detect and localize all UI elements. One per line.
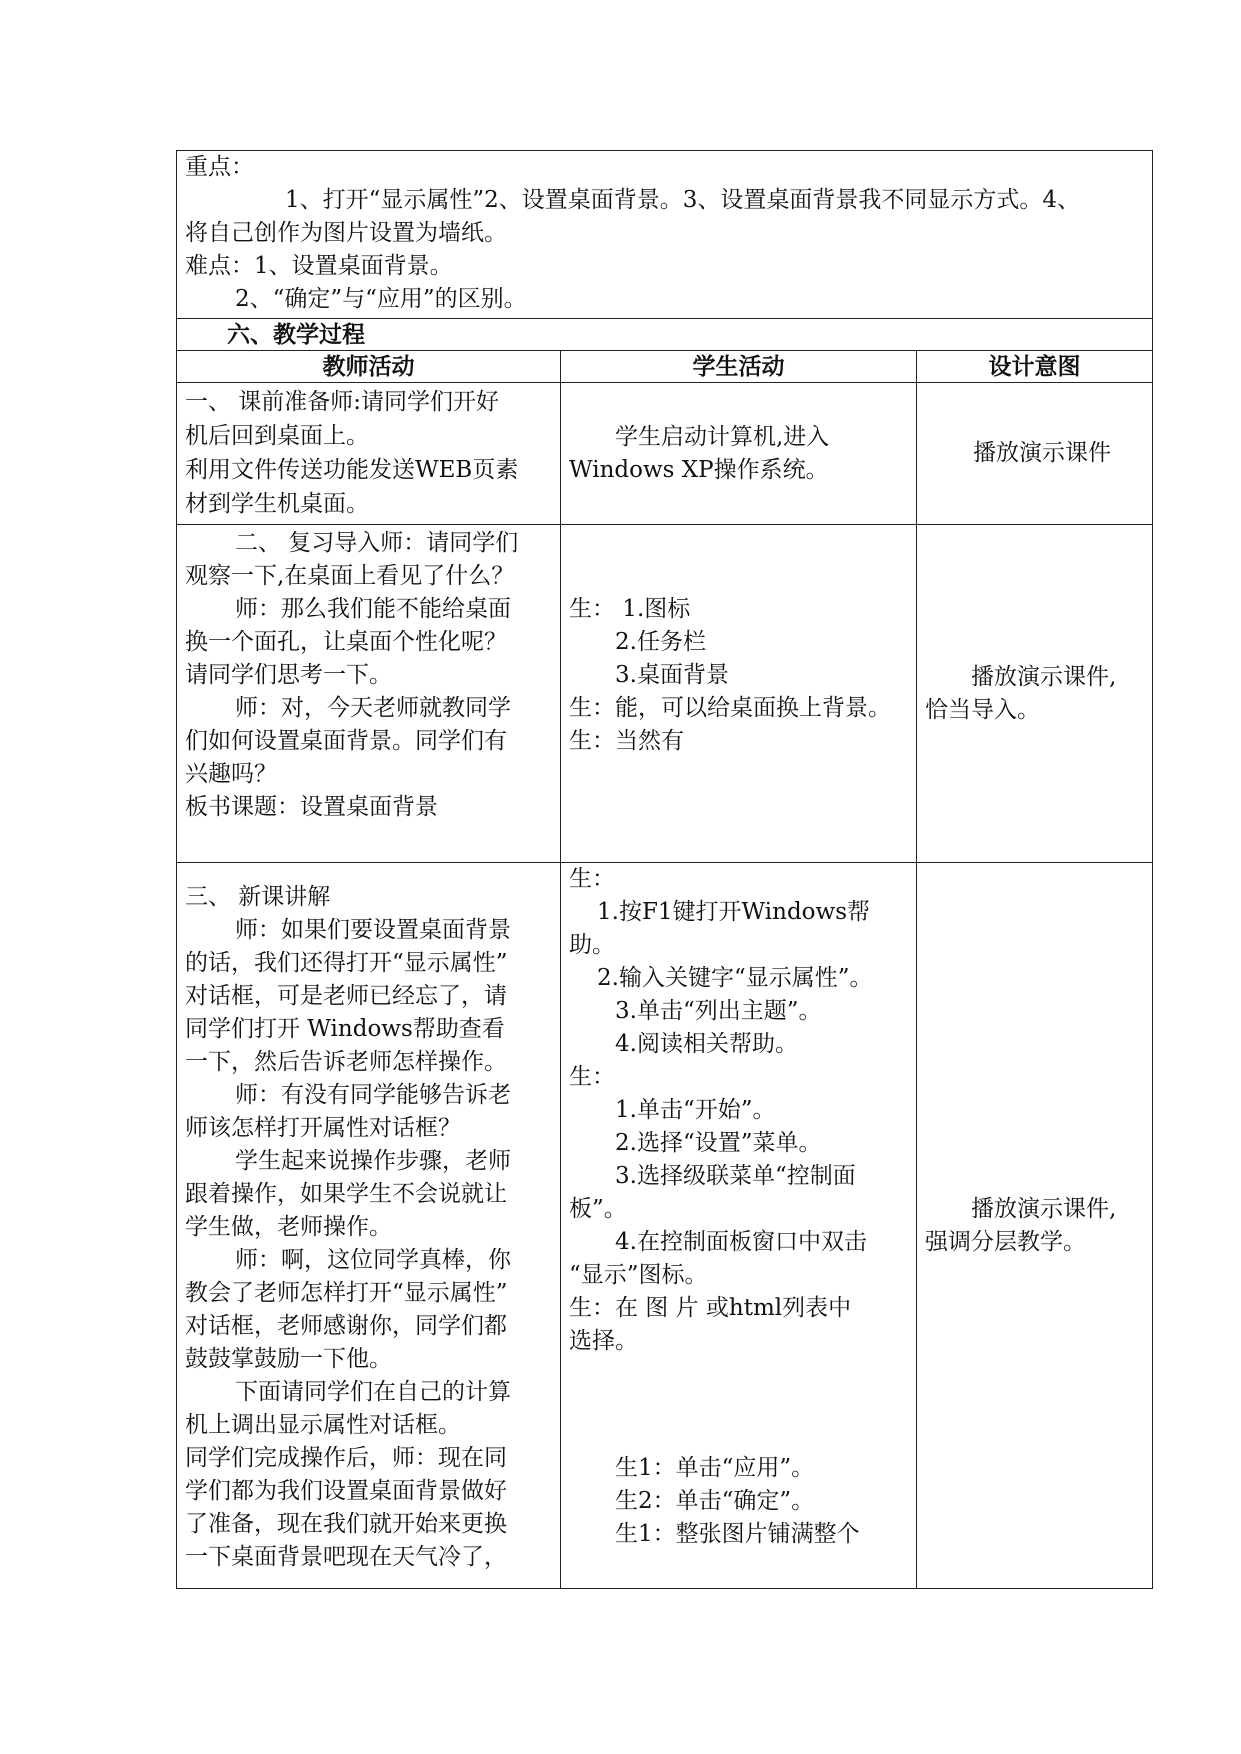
teacher-line: 师：如果们要设置桌面背景 bbox=[235, 917, 511, 943]
teacher-line: 学生起来说操作步骤，老师 bbox=[235, 1148, 511, 1174]
key-points-heading: 重点： bbox=[185, 154, 254, 180]
teacher-line: 机后回到桌面上。 bbox=[185, 423, 369, 449]
key-points-line2: 将自己创作为图片设置为墙纸。 bbox=[185, 220, 507, 246]
student-line: 生1：整张图片铺满整个 bbox=[615, 1521, 860, 1547]
teacher-line: 师：那么我们能不能给桌面 bbox=[235, 596, 511, 622]
teacher-line: 一、 课前准备师:请同学们开好 bbox=[185, 389, 500, 415]
col-teacher-header: 教师活动 bbox=[177, 351, 561, 383]
student-line: 3.单击“列出主题”。 bbox=[615, 998, 822, 1024]
teacher-line: 对话框，可是老师已经忘了，请 bbox=[185, 983, 507, 1009]
teacher-line: 师该怎样打开属性对话框？ bbox=[185, 1115, 461, 1141]
teacher-line: 观察一下,在桌面上看见了什么？ bbox=[185, 563, 515, 589]
teacher-line: 材到学生机桌面。 bbox=[185, 491, 369, 517]
student-line: 2.选择“设置”菜单。 bbox=[615, 1130, 822, 1156]
intent-cell bbox=[917, 525, 1153, 863]
teacher-line: 二、 复习导入师：请同学们 bbox=[235, 530, 519, 556]
difficulty-line2: 2、“确定”与“应用”的区别。 bbox=[235, 286, 527, 312]
teacher-line: 下面请同学们在自己的计算 bbox=[235, 1379, 511, 1405]
student-line: 生：当然有 bbox=[569, 728, 684, 754]
lesson-table bbox=[176, 150, 1153, 1589]
teacher-line: 一下，然后告诉老师怎样操作。 bbox=[185, 1049, 507, 1075]
student-cell bbox=[561, 383, 917, 525]
student-cell bbox=[561, 863, 917, 1589]
intent-cell bbox=[917, 863, 1153, 1589]
student-line: 4.阅读相关帮助。 bbox=[615, 1031, 798, 1057]
student-line: 生： bbox=[569, 866, 615, 892]
teacher-line: 板书课题：设置桌面背景 bbox=[185, 794, 438, 820]
teacher-line: 师：对，今天老师就教同学 bbox=[235, 695, 511, 721]
teacher-line: 一下桌面背景吧现在天气冷了， bbox=[185, 1544, 507, 1570]
teacher-cell bbox=[177, 383, 561, 525]
student-line: 板”。 bbox=[569, 1196, 627, 1222]
key-points-line1: 1、打开“显示属性”2、设置桌面背景。3、设置桌面背景我不同显示方式。4、 bbox=[285, 187, 1081, 213]
teacher-cell bbox=[177, 525, 561, 863]
teacher-line: 三、 新课讲解 bbox=[185, 884, 331, 910]
student-line: 生：能，可以给桌面换上背景。 bbox=[569, 695, 891, 721]
teacher-line: 换一个面孔，让桌面个性化呢？ bbox=[185, 629, 507, 655]
student-line: 3.选择级联菜单“控制面 bbox=[615, 1163, 856, 1189]
intent-line: 播放演示课件, bbox=[971, 1195, 1117, 1222]
col-intent-header: 设计意图 bbox=[917, 351, 1153, 383]
intent-line: 恰当导入。 bbox=[925, 696, 1040, 723]
teacher-cell bbox=[177, 863, 561, 1589]
teacher-line: 同学们完成操作后，师：现在同 bbox=[185, 1445, 507, 1471]
teacher-line: 学们都为我们设置桌面背景做好 bbox=[185, 1478, 507, 1504]
student-line: 生2：单击“确定”。 bbox=[615, 1488, 815, 1514]
student-cell bbox=[561, 525, 917, 863]
difficulty-line: 难点：1、设置桌面背景。 bbox=[185, 253, 453, 279]
teacher-line: 师：有没有同学能够告诉老 bbox=[235, 1082, 511, 1108]
header-row bbox=[177, 351, 1153, 383]
student-line: 4.在控制面板窗口中双击 bbox=[615, 1229, 867, 1255]
student-line: 3.桌面背景 bbox=[615, 662, 729, 688]
student-line: Windows XP操作系统。 bbox=[569, 456, 829, 483]
student-line: 生1：单击“应用”。 bbox=[615, 1455, 815, 1481]
teacher-line: 们如何设置桌面背景。同学们有 bbox=[185, 728, 507, 754]
student-line: 2.输入关键字“显示属性”。 bbox=[597, 965, 873, 991]
teacher-line: 的话，我们还得打开“显示属性” bbox=[185, 950, 508, 976]
teacher-line: 教会了老师怎样打开“显示属性” bbox=[185, 1280, 508, 1306]
teacher-line: 机上调出显示属性对话框。 bbox=[185, 1412, 461, 1438]
lesson-plan-page bbox=[176, 150, 1152, 1589]
student-line: 学生启动计算机,进入 bbox=[615, 423, 830, 450]
student-line: 生：在 图 片 或html列表中 bbox=[569, 1295, 852, 1321]
section-title: 六、教学过程 bbox=[177, 319, 1153, 351]
student-line: 助。 bbox=[569, 932, 615, 958]
student-line: 选择。 bbox=[569, 1328, 638, 1354]
table-row bbox=[177, 863, 1153, 1589]
teacher-line: 利用文件传送功能发送WEB页素 bbox=[185, 457, 519, 483]
key-points-row bbox=[177, 151, 1153, 319]
teacher-line: 师：啊，这位同学真棒，你 bbox=[235, 1247, 511, 1273]
student-line: 1.按F1键打开Windows帮 bbox=[597, 899, 871, 925]
intent-cell bbox=[917, 383, 1153, 525]
student-line: “显示”图标。 bbox=[569, 1262, 708, 1288]
teacher-line: 同学们打开 Windows帮助查看 bbox=[185, 1016, 505, 1042]
teacher-line: 兴趣吗？ bbox=[185, 761, 277, 787]
intent-line: 播放演示课件, bbox=[971, 663, 1117, 690]
teacher-line: 了准备，现在我们就开始来更换 bbox=[185, 1511, 507, 1537]
table-row bbox=[177, 525, 1153, 863]
student-line: 2.任务栏 bbox=[615, 629, 706, 655]
student-line: 生： 1.图标 bbox=[569, 596, 691, 622]
teacher-line: 鼓鼓掌鼓励一下他。 bbox=[185, 1346, 392, 1372]
student-line: 生： bbox=[569, 1064, 615, 1090]
col-student-header: 学生活动 bbox=[561, 351, 917, 383]
intent-line: 播放演示课件 bbox=[973, 440, 1111, 466]
intent-line: 强调分层教学。 bbox=[925, 1228, 1086, 1255]
student-line: 1.单击“开始”。 bbox=[615, 1097, 776, 1123]
table-row bbox=[177, 383, 1153, 525]
teacher-line: 对话框，老师感谢你，同学们都 bbox=[185, 1313, 507, 1339]
section-row bbox=[177, 319, 1153, 351]
teacher-line: 跟着操作，如果学生不会说就让 bbox=[185, 1181, 507, 1207]
teacher-line: 请同学们思考一下。 bbox=[185, 662, 392, 688]
teacher-line: 学生做，老师操作。 bbox=[185, 1214, 392, 1240]
